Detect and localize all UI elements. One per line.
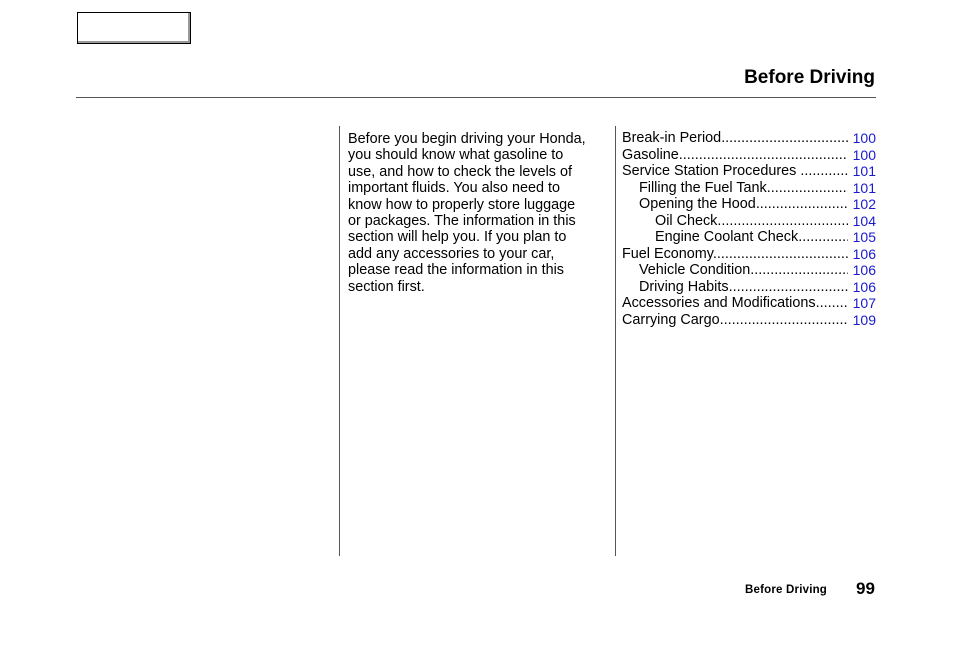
toc-item-label: Filling the Fuel Tank ..... <box>639 180 848 197</box>
toc-page-link[interactable]: 106 <box>852 278 876 295</box>
intro-line: please read the information in this <box>348 262 564 279</box>
toc-item-accessories-and-modifications[interactable] <box>622 295 876 312</box>
toc-item-label: Accessories and Modifications ..... <box>622 295 848 312</box>
column-divider-right <box>615 126 616 556</box>
intro-line: know how to properly store luggage <box>348 196 576 213</box>
toc-item-label: Oil Check ..... <box>655 213 848 230</box>
toc-item-label: Vehicle Condition ..... <box>639 262 848 279</box>
toc-page-link[interactable]: 106 <box>852 245 876 262</box>
toc-item-label: Engine Coolant Check ..... <box>655 229 848 246</box>
main-menu-button[interactable] <box>77 12 191 44</box>
toc-item-label: Break-in Period ..... <box>622 130 848 147</box>
intro-line: use, and how to check the levels of <box>348 163 572 180</box>
toc-page-link[interactable]: 100 <box>852 146 876 163</box>
toc-page-link[interactable]: 104 <box>852 212 876 229</box>
toc-item-label: Fuel Economy ..... <box>622 246 848 263</box>
intro-paragraph <box>348 131 610 295</box>
toc-page-link[interactable]: 100 <box>852 130 876 146</box>
toc-page-link[interactable]: 102 <box>852 196 876 212</box>
toc-page-link[interactable]: 101 <box>852 163 876 179</box>
toc-item-oil-check[interactable] <box>622 213 876 230</box>
page-number: 99 <box>856 579 875 598</box>
intro-line: section will help you. If you plan to <box>348 229 567 246</box>
intro-line: or packages. The information in this <box>348 213 576 230</box>
toc-item-engine-coolant-check[interactable] <box>622 229 876 246</box>
toc-item-opening-the-hood[interactable] <box>622 196 876 213</box>
toc-page-link[interactable]: 105 <box>852 229 876 245</box>
toc-item-vehicle-condition[interactable] <box>622 262 876 279</box>
toc-item-label: Opening the Hood ..... <box>639 196 848 213</box>
intro-line: add any accessories to your car, <box>348 245 555 262</box>
toc-item-label: Carrying Cargo ..... <box>622 312 848 329</box>
toc-item-break-in-period[interactable] <box>622 130 876 147</box>
toc-page-link[interactable]: 107 <box>852 295 876 311</box>
intro-line: important fluids. You also need to <box>348 180 561 197</box>
toc-page-link[interactable]: 109 <box>852 311 876 328</box>
intro-line: Before you begin driving your Honda, <box>348 131 586 147</box>
table-of-contents <box>622 130 876 328</box>
toc-page-link[interactable]: 106 <box>852 262 876 278</box>
toc-item-carrying-cargo[interactable] <box>622 312 876 329</box>
toc-item-label: Service Station Procedures ..... <box>622 163 848 180</box>
intro-line: section first. <box>348 278 425 295</box>
intro-line: you should know what gasoline to <box>348 147 564 164</box>
toc-item-gasoline[interactable] <box>622 147 876 164</box>
toc-page-link[interactable]: 101 <box>852 179 876 196</box>
column-divider-left <box>339 126 340 556</box>
toc-item-fuel-economy[interactable] <box>622 246 876 263</box>
toc-item-label: Driving Habits ..... <box>639 279 848 296</box>
toc-item-driving-habits[interactable] <box>622 279 876 296</box>
page-title: Before Driving <box>744 67 875 88</box>
toc-item-service-station-procedures[interactable] <box>622 163 876 180</box>
toc-item-filling-the-fuel-tank[interactable] <box>622 180 876 197</box>
footer-section-label: Before Driving <box>745 584 828 596</box>
toc-item-label: Gasoline ..... <box>622 147 848 164</box>
title-divider <box>76 97 876 98</box>
